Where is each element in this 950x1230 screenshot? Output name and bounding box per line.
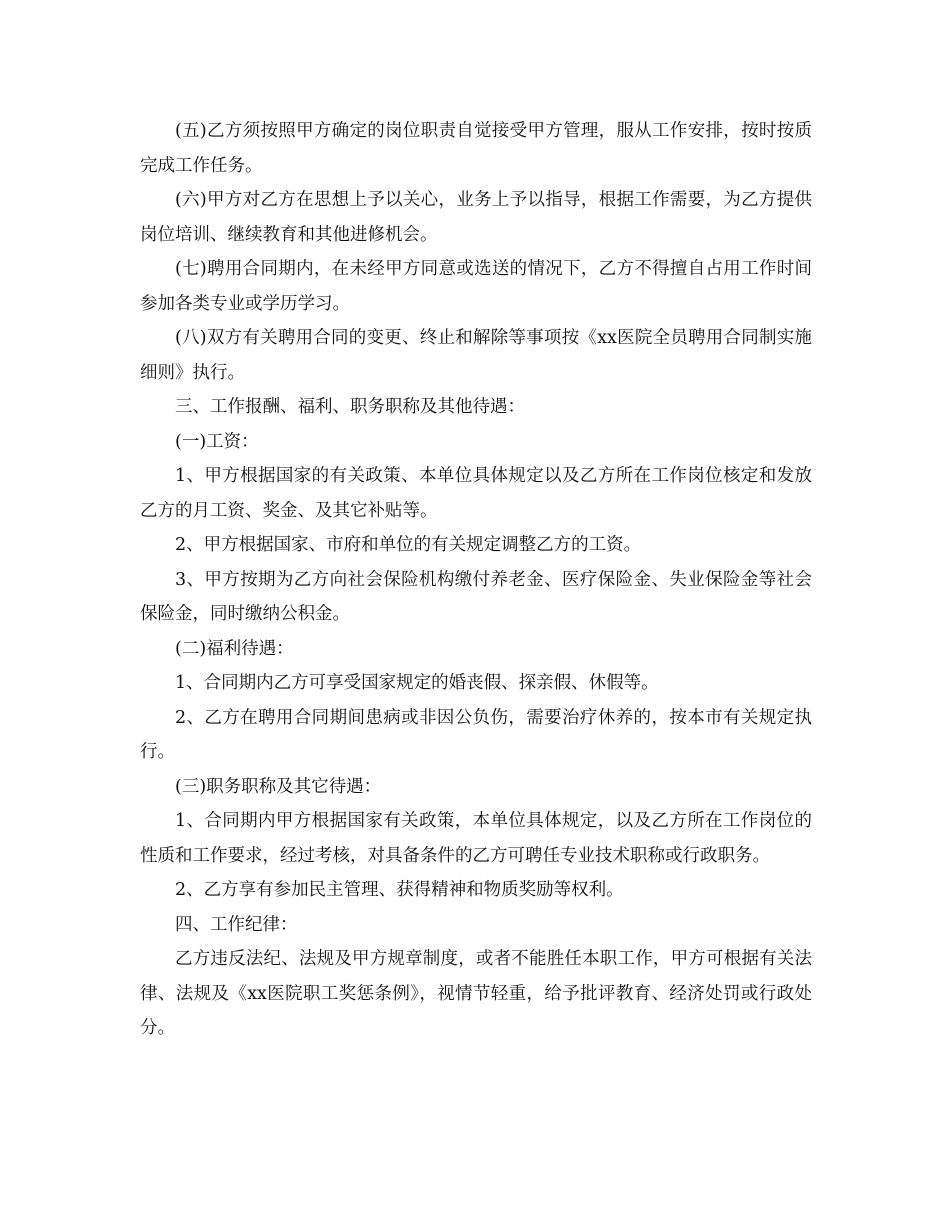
benefits-item-2: 2、乙方在聘用合同期间患病或非因公负伤，需要治疗休养的，按本市有关规定执行。 bbox=[140, 707, 812, 762]
titles-item-1: 1、合同期内甲方根据国家有关政策，本单位具体规定，以及乙方所在工作岗位的性质和工作要求，经过考核，对具备条件的乙方可聘任专业技术职称或行政职务。 bbox=[140, 811, 812, 866]
document-body bbox=[140, 114, 812, 1046]
salary-item-2: 2、甲方根据国家、市府和单位的有关规定调整乙方的工资。 bbox=[175, 535, 642, 555]
section-heading-compensation: 三、工作报酬、福利、职务职称及其他待遇： bbox=[175, 397, 525, 417]
benefits-item-1: 1、合同期内乙方可享受国家规定的婚丧假、探亲假、休假等。 bbox=[175, 673, 659, 693]
paragraph-5-duty: (五)乙方须按照甲方确定的岗位职责自觉接受甲方管理，服从工作安排，按时按质完成工作任务。 bbox=[140, 121, 812, 176]
paragraph-8-contract-changes: (八)双方有关聘用合同的变更、终止和解除等事项按《xx医院全员聘用合同制实施细则》执行。 bbox=[140, 328, 812, 383]
titles-item-2: 2、乙方享有参加民主管理、获得精神和物质奖励等权利。 bbox=[175, 880, 624, 900]
subheading-salary: (一)工资： bbox=[175, 431, 259, 452]
salary-item-1: 1、甲方根据国家的有关政策、本单位具体规定以及乙方所在工作岗位核定和发放乙方的月工资、奖金、及其它补贴等。 bbox=[140, 466, 812, 521]
discipline-paragraph: 乙方违反法纪、法规及甲方规章制度，或者不能胜任本职工作，甲方可根据有关法律、法规及《xx医院职工奖惩条例》，视情节轻重，给予批评教育、经济处罚或行政处分。 bbox=[140, 949, 812, 1038]
subheading-benefits: (二)福利待遇： bbox=[175, 638, 294, 659]
paragraph-6-training: (六)甲方对乙方在思想上予以关心，业务上予以指导，根据工作需要，为乙方提供岗位培训、继续教育和其他进修机会。 bbox=[140, 190, 812, 245]
subheading-titles: (三)职务职称及其它待遇： bbox=[175, 776, 382, 797]
section-heading-discipline: 四、工作纪律： bbox=[175, 914, 298, 935]
salary-item-3: 3、甲方按期为乙方向社会保险机构缴付养老金、医疗保险金、失业保险金等社会保险金，同时缴纳公积金。 bbox=[140, 569, 812, 624]
paragraph-7-study: (七)聘用合同期内，在未经甲方同意或选送的情况下，乙方不得擅自占用工作时间参加各类专业或学历学习。 bbox=[140, 259, 812, 314]
